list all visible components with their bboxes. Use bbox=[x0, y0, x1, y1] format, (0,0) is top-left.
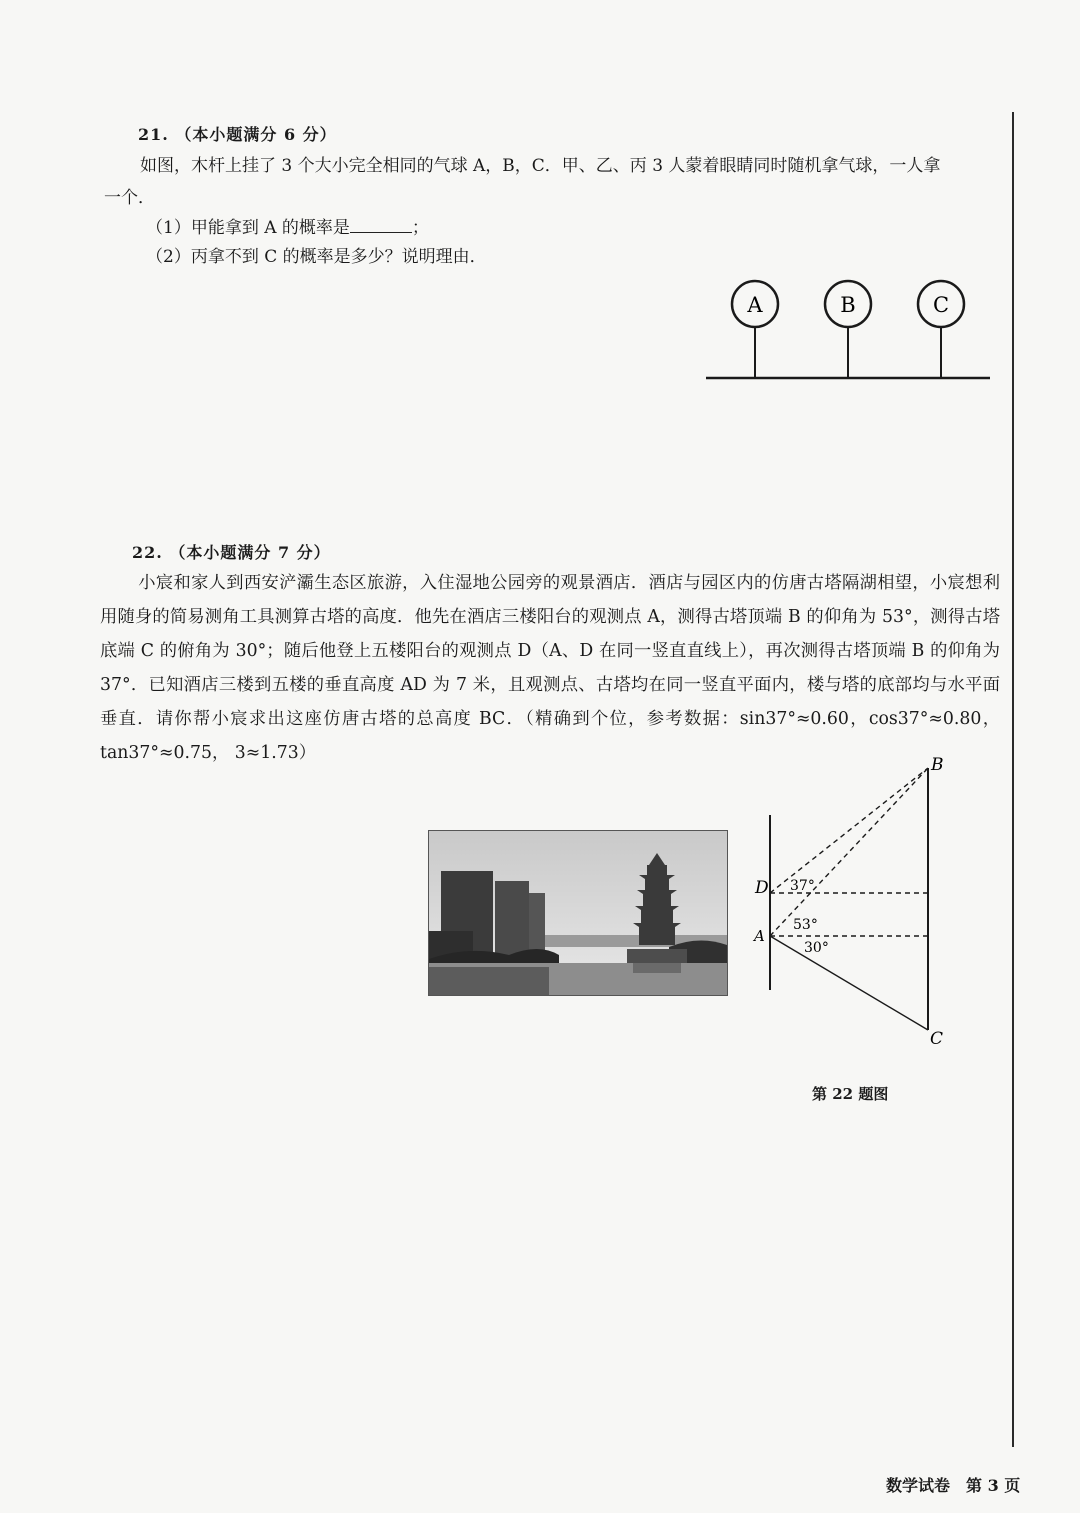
page-footer: 数学试卷 第 3 页 bbox=[886, 1476, 1021, 1495]
balloon-a bbox=[732, 281, 778, 378]
point-c-label: C bbox=[930, 1029, 944, 1049]
q22-stem: 小宸和家人到西安浐灞生态区旅游，入住湿地公园旁的观景酒店．酒店与园区内的仿唐古塔隔湖相望，小宸想利用随身的简易测角工具测算古塔的高度．他先在酒店三楼阳台的观测点 A，测得古塔顶端 B 的仰角为 53°，测得古塔底端 C 的俯角为 30°；随后他登上五楼阳台的观测点 D（A、D 在同一竖直直线上），再次测得古塔顶端 B 的仰角为 37°．已知酒店三楼到五楼的垂直高度 AD 为 7 米，且观测点、古塔均在同一竖直平面内，楼与塔的底部均与水平面垂直．请你帮小宸求出这座仿唐古塔的总高度 BC．（精确到个位，参考数据：sin37°≈0.60，cos37°≈0.80，tan37°≈0.75， 3≈1.73） bbox=[100, 573, 1000, 763]
balloon-a-label: A bbox=[747, 293, 763, 317]
angle-diagram bbox=[750, 750, 970, 1055]
point-a-label: A bbox=[754, 927, 765, 945]
page-margin-line bbox=[1012, 112, 1014, 1447]
balloon-b-label: B bbox=[840, 293, 856, 317]
balloon-c-label: C bbox=[932, 293, 950, 317]
q21-part1-prefix: （1）甲能拿到 A 的概率是 bbox=[146, 218, 350, 238]
pagoda-photo-drawing bbox=[429, 831, 727, 995]
q21-stem-line2: 一个． bbox=[104, 188, 155, 208]
q21-part2: （2）丙拿不到 C 的概率是多少？说明理由． bbox=[146, 247, 487, 267]
q22-stem-paragraph bbox=[100, 566, 1000, 770]
point-b-label: B bbox=[931, 755, 944, 775]
point-d-label: D bbox=[755, 878, 769, 898]
q22-header: 22. （本小题满分 7 分） bbox=[132, 543, 331, 562]
angle-53-label: 53° bbox=[793, 917, 818, 933]
balloon-figure bbox=[700, 275, 1000, 390]
figure-caption: 第 22 题图 bbox=[812, 1085, 889, 1103]
q21-part1-suffix: ； bbox=[411, 218, 429, 238]
pagoda-photo bbox=[428, 830, 728, 996]
balloon-c bbox=[918, 281, 964, 378]
sightline-a-to-c bbox=[770, 936, 928, 1030]
q21-stem-line1: 如图，木杆上挂了 3 个大小完全相同的气球 A，B，C．甲、乙、丙 3 人蒙着眼睛同时随机拿气球，一人拿 bbox=[140, 156, 941, 176]
angle-37-label: 37° bbox=[790, 878, 815, 894]
angle-30-label: 30° bbox=[804, 940, 829, 956]
sightline-a-to-b bbox=[770, 768, 928, 936]
q21-header: 21. （本小题满分 6 分） bbox=[138, 125, 337, 144]
sightline-d-to-b bbox=[770, 768, 928, 893]
balloon-b bbox=[825, 281, 871, 378]
q21-answer-blank[interactable] bbox=[350, 214, 412, 233]
